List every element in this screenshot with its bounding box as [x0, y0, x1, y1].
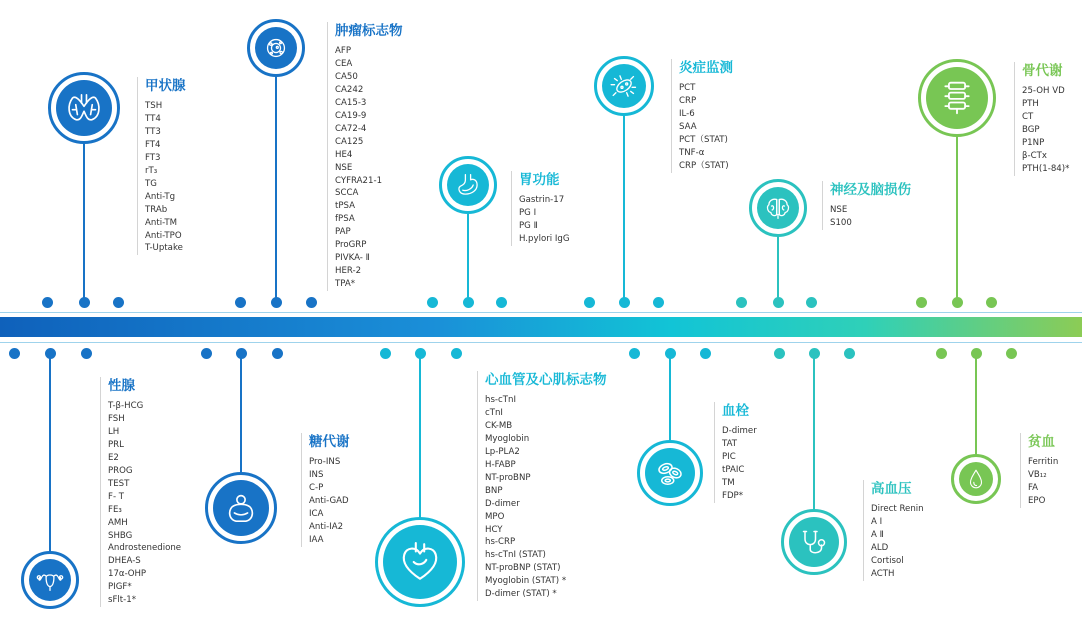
group-title: 贫血 [1028, 434, 1055, 450]
group-title: 血栓 [722, 403, 749, 419]
list-item: PIVKA- Ⅱ [335, 253, 370, 264]
list-item: PROG [108, 465, 133, 476]
list-item: AFP [335, 46, 352, 56]
list-item: tPAIC [722, 464, 745, 475]
list-item: TG [145, 178, 157, 189]
list-item: NSE [335, 162, 353, 173]
group-title: 骨代谢 [1022, 63, 1063, 79]
list-item: T-β-HCG [108, 401, 144, 411]
brain-icon [752, 182, 804, 234]
list-item: PTH(1-84)* [1022, 163, 1070, 174]
obesity-icon [208, 475, 274, 541]
item-list [108, 400, 181, 607]
blood-cells-icon [640, 443, 700, 503]
list-item: Anti-Tg [145, 191, 176, 202]
connector-line [83, 142, 85, 302]
timeline-dot [653, 297, 664, 308]
timeline-dot [42, 297, 53, 308]
list-item: VB₁₂ [1028, 469, 1047, 480]
list-item: NSE [830, 205, 848, 215]
group-cardiac [477, 371, 607, 601]
timeline-dot [774, 348, 785, 359]
list-item: FSH [108, 413, 125, 424]
list-item: DHEA-S [108, 556, 141, 567]
thyroid-icon [51, 75, 117, 141]
list-item: F- T [108, 491, 125, 502]
list-item: PCT（STAT) [679, 134, 728, 145]
list-item: ICA [309, 508, 324, 519]
list-item: BGP [1022, 124, 1040, 135]
list-item: hs-cTnI [485, 395, 516, 405]
list-item: T-Uptake [145, 243, 183, 254]
list-item: CYFRA21-1 [335, 175, 383, 186]
list-item: 25-OH VD [1022, 86, 1065, 96]
list-item: Direct Renin [871, 504, 924, 514]
connector-line [956, 135, 958, 302]
connector-line [49, 353, 51, 553]
list-item: TT3 [145, 126, 161, 137]
timeline-dot [451, 348, 462, 359]
timeline-dot [629, 348, 640, 359]
timeline-dot [306, 297, 317, 308]
list-item: Myoglobin (STAT) * [485, 576, 567, 587]
item-list [722, 425, 757, 503]
list-item: TNF-α [679, 147, 705, 158]
list-item: Anti-GAD [309, 495, 349, 506]
list-item: SCCA [335, 188, 359, 199]
bottom-rail [0, 342, 1082, 343]
list-item: tPSA [335, 201, 356, 212]
group-thrombosis [714, 402, 757, 503]
list-item: TEST [108, 478, 130, 489]
badge-circle [21, 551, 79, 609]
connector-line [777, 235, 779, 302]
group-title: 甲状腺 [145, 78, 186, 94]
connector-line [975, 353, 977, 456]
list-item: CA125 [335, 136, 364, 147]
list-item: 17α-OHP [108, 569, 147, 580]
badge-circle [594, 56, 654, 116]
timeline-dot [113, 297, 124, 308]
group-tumor-markers [327, 22, 403, 291]
cell-icon [250, 22, 302, 74]
list-item: PCT [679, 83, 696, 93]
list-item: hs-CRP [485, 537, 516, 548]
badge-circle [205, 472, 277, 544]
connector-line [669, 353, 671, 442]
badge-circle [918, 59, 996, 137]
list-item: β-CTx [1022, 150, 1047, 161]
list-item: TSH [145, 101, 163, 111]
group-title: 高血压 [871, 481, 912, 497]
stethoscope-icon [784, 512, 844, 572]
timeline-dot [916, 297, 927, 308]
item-list [335, 45, 403, 291]
group-title: 肿瘤标志物 [335, 23, 403, 39]
list-item: PIGF* [108, 582, 132, 593]
list-item: D-dimer [722, 426, 757, 436]
list-item: A Ⅰ [871, 516, 883, 527]
badge-circle [749, 179, 807, 237]
list-item: S100 [830, 217, 852, 228]
item-list [309, 456, 350, 547]
heart-icon [378, 520, 462, 604]
badge-circle [781, 509, 847, 575]
list-item: SAA [679, 121, 697, 132]
badge-circle [951, 454, 1001, 504]
list-item: Pro-INS [309, 457, 341, 467]
list-item: NT-proBNP (STAT) [485, 563, 561, 574]
badge-circle [375, 517, 465, 607]
list-item: TRAb [145, 204, 168, 215]
group-title: 糖代谢 [309, 434, 350, 450]
list-item: TAT [722, 438, 738, 449]
list-item: BNP [485, 485, 503, 496]
list-item: fPSA [335, 214, 355, 225]
item-list [679, 82, 733, 173]
connector-line [419, 353, 421, 519]
badge-circle [439, 156, 497, 214]
group-gastric-function [511, 171, 570, 246]
connector-line [813, 353, 815, 511]
list-item: P1NP [1022, 137, 1045, 148]
list-item: Cortisol [871, 555, 904, 566]
list-item: Ferritin [1028, 457, 1059, 467]
list-item: INS [309, 469, 324, 480]
list-item: NT-proBNP [485, 472, 531, 483]
list-item: LH [108, 426, 120, 437]
connector-line [467, 212, 469, 302]
list-item: ACTH [871, 568, 895, 579]
list-item: sFlt-1* [108, 595, 137, 606]
stomach-icon [442, 159, 494, 211]
badge-circle [247, 19, 305, 77]
list-item: HCY [485, 524, 503, 535]
list-item: IAA [309, 534, 324, 545]
list-item: CRP（STAT) [679, 160, 729, 171]
timeline-dot [235, 297, 246, 308]
timeline-dot [380, 348, 391, 359]
timeline-dot [986, 297, 997, 308]
list-item: CK-MB [485, 420, 513, 431]
timeline-dot [9, 348, 20, 359]
list-item: FE₃ [108, 504, 122, 515]
list-item: SHBG [108, 530, 133, 541]
connector-line [275, 75, 277, 302]
group-title: 炎症监测 [679, 60, 733, 76]
list-item: PRL [108, 439, 124, 450]
timeline-dot [1006, 348, 1017, 359]
list-item: rT₃ [145, 165, 158, 176]
list-item: FT3 [145, 152, 161, 163]
list-item: CA50 [335, 71, 358, 82]
group-title: 心血管及心肌标志物 [485, 372, 607, 388]
item-list [485, 394, 607, 601]
uterus-icon [24, 554, 76, 606]
item-list [145, 100, 186, 255]
list-item: Anti-IA2 [309, 521, 344, 532]
group-title: 胃功能 [519, 172, 560, 188]
item-list [1022, 85, 1069, 176]
list-item: CA72-4 [335, 123, 367, 134]
group-anemia [1020, 433, 1058, 508]
group-thyroid [137, 77, 186, 255]
list-item: IL-6 [679, 108, 695, 119]
list-item: FA [1028, 482, 1039, 493]
list-item: CT [1022, 111, 1034, 122]
list-item: MPO [485, 511, 505, 522]
badge-circle [48, 72, 120, 144]
list-item: hs-cTnI (STAT) [485, 550, 546, 561]
item-list [830, 204, 911, 230]
timeline-dot [736, 297, 747, 308]
list-item: CA15-3 [335, 97, 367, 108]
list-item: PIC [722, 451, 736, 462]
group-hypertension [863, 480, 924, 581]
list-item: ALD [871, 542, 889, 553]
list-item: Anti-TPO [145, 230, 182, 241]
list-item: Lp-PLA2 [485, 446, 520, 457]
group-neuro [822, 181, 911, 230]
group-glucose [301, 433, 350, 547]
badge-circle [637, 440, 703, 506]
timeline-dot [584, 297, 595, 308]
list-item: cTnI [485, 407, 503, 418]
timeline-dot [700, 348, 711, 359]
top-rail [0, 312, 1082, 313]
list-item: Androstenedione [108, 543, 182, 554]
timeline-dot [427, 297, 438, 308]
gradient-band [0, 317, 1082, 337]
item-list [1028, 456, 1058, 508]
item-list [519, 194, 570, 246]
blood-drop-icon [954, 457, 998, 501]
group-inflammation [671, 59, 733, 173]
list-item: HER-2 [335, 266, 362, 277]
timeline-dot [81, 348, 92, 359]
list-item: EPO [1028, 495, 1046, 506]
list-item: CA242 [335, 84, 364, 95]
item-list [871, 503, 924, 581]
list-item: PAP [335, 227, 351, 238]
list-item: D-dimer [485, 498, 520, 509]
group-title: 性腺 [108, 378, 135, 394]
list-item: TT4 [145, 113, 161, 124]
list-item: CEA [335, 58, 353, 69]
timeline-dot [201, 348, 212, 359]
list-item: H-FABP [485, 459, 516, 470]
connector-line [623, 114, 625, 302]
list-item: D-dimer (STAT) * [485, 589, 557, 600]
list-item: A Ⅱ [871, 529, 884, 540]
list-item: Myoglobin [485, 433, 530, 444]
spine-icon [921, 62, 993, 134]
list-item: ProGRP [335, 240, 367, 251]
list-item: FDP* [722, 490, 744, 501]
list-item: Gastrin-17 [519, 195, 565, 205]
timeline-dot [936, 348, 947, 359]
list-item: PG Ⅱ [519, 220, 538, 231]
list-item: TPA* [335, 279, 356, 290]
list-item: CRP [679, 95, 697, 106]
list-item: H.pylori IgG [519, 233, 570, 244]
bacteria-icon [597, 59, 651, 113]
list-item: C-P [309, 482, 324, 493]
list-item: PTH [1022, 98, 1039, 109]
timeline-dot [806, 297, 817, 308]
list-item: HE4 [335, 149, 353, 160]
group-title: 神经及脑损伤 [830, 182, 911, 198]
list-item: CA19-9 [335, 110, 367, 121]
group-bone [1014, 62, 1069, 176]
list-item: E2 [108, 452, 119, 463]
list-item: PG Ⅰ [519, 207, 537, 218]
connector-line [240, 353, 242, 474]
list-item: Anti-TM [145, 217, 178, 228]
list-item: TM [722, 477, 735, 488]
list-item: FT4 [145, 139, 161, 150]
timeline-dot [496, 297, 507, 308]
timeline-dot [272, 348, 283, 359]
list-item: AMH [108, 517, 128, 528]
group-gonad [100, 377, 181, 607]
timeline-dot [844, 348, 855, 359]
